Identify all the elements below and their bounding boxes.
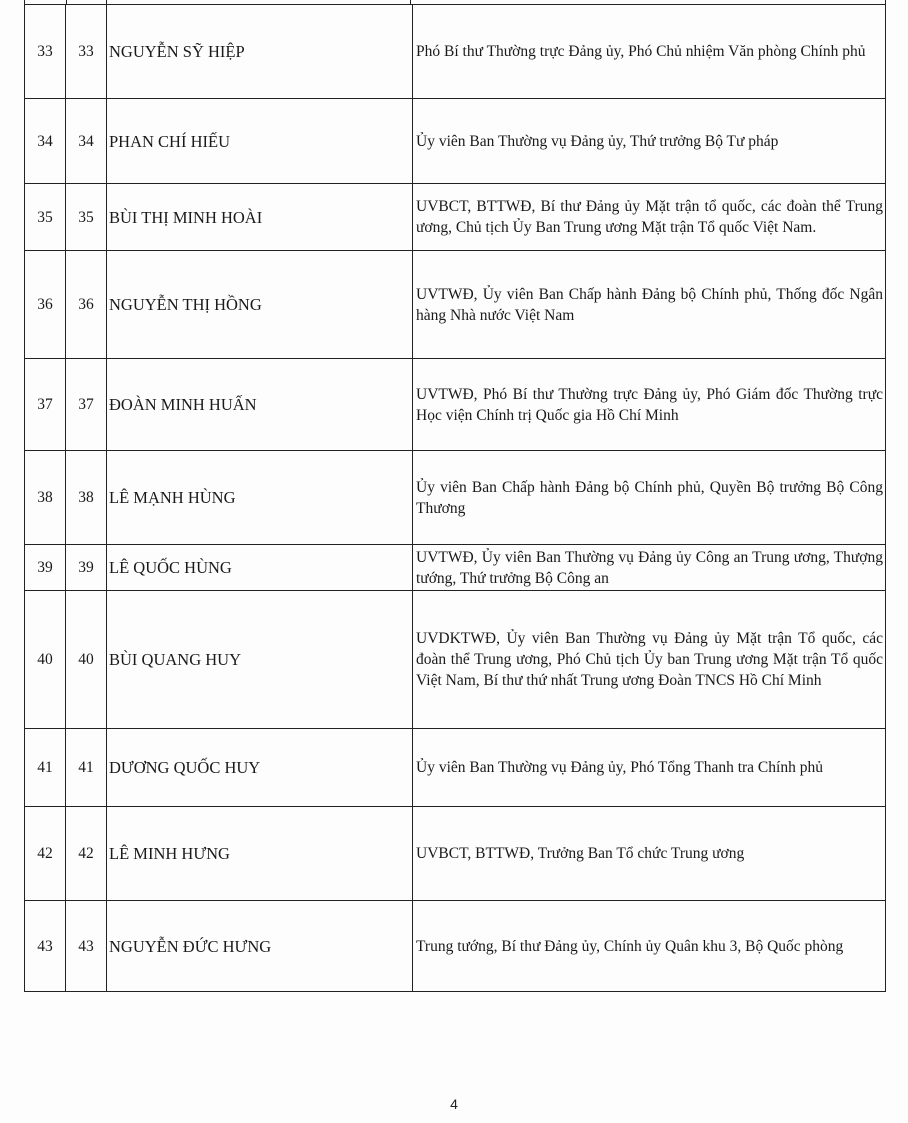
member-position: Ủy viên Ban Chấp hành Đảng bộ Chính phủ, Quyền Bộ trưởng Bộ Công Thương <box>413 451 886 545</box>
table-row <box>25 99 886 184</box>
row-sequence-number: 40 <box>25 591 66 729</box>
table-row <box>25 451 886 545</box>
row-sequence-number: 33 <box>25 5 66 99</box>
row-sequence-number: 35 <box>25 184 66 251</box>
member-table-body <box>25 5 886 992</box>
member-name: LÊ QUỐC HÙNG <box>107 545 413 591</box>
member-position: UVDKTWĐ, Ủy viên Ban Thường vụ Đảng ủy Mặt trận Tổ quốc, các đoàn thể Trung ương, Phó Chủ tịch Ủy ban Trung ương Mặt trận Tổ quốc Việt Nam, Bí thư thứ nhất Trung ương Đoàn TNCS Hồ Chí Minh <box>413 591 886 729</box>
row-list-number: 38 <box>66 451 107 545</box>
member-name: LÊ MẠNH HÙNG <box>107 451 413 545</box>
member-name: NGUYỄN SỸ HIỆP <box>107 5 413 99</box>
member-position: Ủy viên Ban Thường vụ Đảng ủy, Phó Tổng Thanh tra Chính phủ <box>413 729 886 807</box>
row-sequence-number: 36 <box>25 251 66 359</box>
member-name: ĐOÀN MINH HUẤN <box>107 359 413 451</box>
table-row <box>25 591 886 729</box>
member-position: UVTWĐ, Ủy viên Ban Chấp hành Đảng bộ Chính phủ, Thống đốc Ngân hàng Nhà nước Việt Nam <box>413 251 886 359</box>
row-sequence-number: 34 <box>25 99 66 184</box>
member-position: UVBCT, BTTWĐ, Bí thư Đảng ủy Mặt trận tổ quốc, các đoàn thể Trung ương, Chủ tịch Ủy Ban Trung ương Mặt trận Tổ quốc Việt Nam. <box>413 184 886 251</box>
member-name: LÊ MINH HƯNG <box>107 807 413 901</box>
row-sequence-number: 41 <box>25 729 66 807</box>
table-row <box>25 5 886 99</box>
row-list-number: 34 <box>66 99 107 184</box>
member-position: Trung tướng, Bí thư Đảng ủy, Chính ủy Quân khu 3, Bộ Quốc phòng <box>413 901 886 992</box>
row-list-number: 37 <box>66 359 107 451</box>
member-position: Phó Bí thư Thường trực Đảng ủy, Phó Chủ nhiệm Văn phòng Chính phủ <box>413 5 886 99</box>
member-position: UVTWĐ, Ủy viên Ban Thường vụ Đảng ủy Công an Trung ương, Thượng tướng, Thứ trưởng Bộ Công an <box>413 545 886 591</box>
member-name: BÙI THỊ MINH HOÀI <box>107 184 413 251</box>
table-row <box>25 359 886 451</box>
row-list-number: 39 <box>66 545 107 591</box>
row-list-number: 33 <box>66 5 107 99</box>
row-list-number: 41 <box>66 729 107 807</box>
page-number: 4 <box>450 1096 458 1112</box>
row-sequence-number: 39 <box>25 545 66 591</box>
member-name: DƯƠNG QUỐC HUY <box>107 729 413 807</box>
row-sequence-number: 42 <box>25 807 66 901</box>
table-row <box>25 901 886 992</box>
member-name: PHAN CHÍ HIẾU <box>107 99 413 184</box>
row-list-number: 42 <box>66 807 107 901</box>
row-list-number: 36 <box>66 251 107 359</box>
row-sequence-number: 37 <box>25 359 66 451</box>
table-row <box>25 545 886 591</box>
table-row <box>25 184 886 251</box>
row-list-number: 35 <box>66 184 107 251</box>
table-row <box>25 729 886 807</box>
member-name: NGUYỄN THỊ HỒNG <box>107 251 413 359</box>
row-sequence-number: 38 <box>25 451 66 545</box>
member-table <box>24 4 886 992</box>
member-position: UVTWĐ, Phó Bí thư Thường trực Đảng ủy, Phó Giám đốc Thường trực Học viện Chính trị Quốc gia Hồ Chí Minh <box>413 359 886 451</box>
member-position: UVBCT, BTTWĐ, Trưởng Ban Tổ chức Trung ương <box>413 807 886 901</box>
row-sequence-number: 43 <box>25 901 66 992</box>
member-position: Ủy viên Ban Thường vụ Đảng ủy, Thứ trưởng Bộ Tư pháp <box>413 99 886 184</box>
table-row <box>25 251 886 359</box>
row-list-number: 43 <box>66 901 107 992</box>
row-list-number: 40 <box>66 591 107 729</box>
member-name: BÙI QUANG HUY <box>107 591 413 729</box>
member-name: NGUYỄN ĐỨC HƯNG <box>107 901 413 992</box>
table-row <box>25 807 886 901</box>
